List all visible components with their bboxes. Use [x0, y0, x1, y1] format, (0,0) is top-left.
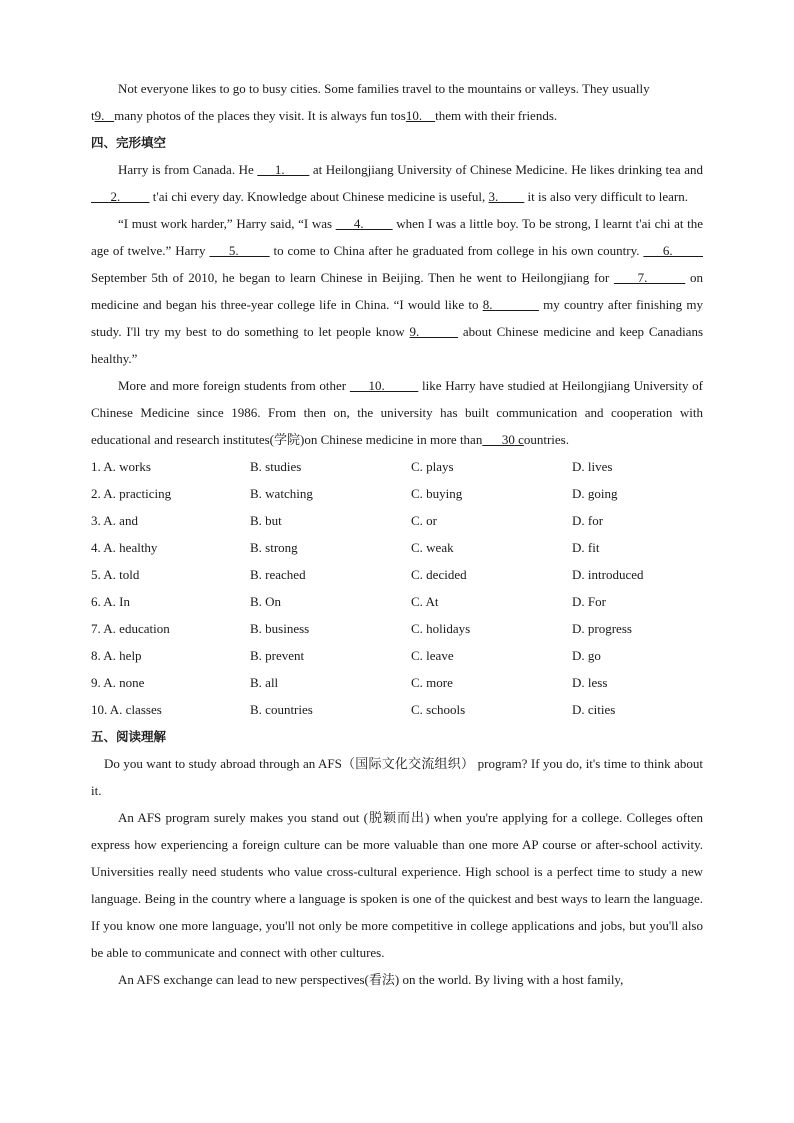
option-5-c[interactable]: C. decided [411, 567, 467, 582]
option-row-2 [91, 480, 703, 507]
underlined-number-30: 30 [482, 432, 515, 447]
option-3-c[interactable]: C. or [411, 513, 437, 528]
option-row-4 [91, 534, 703, 561]
option-9-c[interactable]: C. more [411, 675, 453, 690]
option-1-d[interactable]: D. lives [572, 459, 613, 474]
cloze-text: ountries. [523, 432, 569, 447]
cloze-text: at Heilongjiang University of Chinese Medicine. He likes drinking tea and [309, 162, 703, 177]
option-5-d[interactable]: D. introduced [572, 567, 644, 582]
option-7-b[interactable]: B. business [250, 621, 310, 636]
option-9-b[interactable]: B. all [250, 675, 279, 690]
option-7-c[interactable]: C. holidays [411, 621, 471, 636]
option-2-c[interactable]: C. buying [411, 486, 463, 501]
option-row-5 [91, 561, 703, 588]
option-row-1 [91, 453, 703, 480]
option-4-b[interactable]: B. strong [250, 540, 298, 555]
option-10-c[interactable]: C. schools [411, 702, 466, 717]
option-9-a[interactable]: 9. A. none [91, 675, 145, 690]
section-4-title: 四、完形填空 [91, 135, 167, 150]
cloze-text: like Harry have studied at Heilongjiang University of Chinese Medicine since 1986. From then on, the university has built communication and cooperation with educational and research institutes(学院)on Chinese medicine in more than [91, 378, 704, 447]
reading-tail-text: many photos of the places they visit. It is always fun tos [114, 108, 406, 123]
cloze-blank-1[interactable]: 1. [257, 162, 310, 177]
cloze-text: when I was a little boy. To be strong, I learnt t'ai chi at the age of twelve.” Harry [91, 216, 704, 258]
reading-paragraph-3: An AFS exchange can lead to new perspectives(看法) on the world. By living with a host family, [118, 972, 624, 987]
cloze-text: about Chinese medicine and keep Canadians healthy.” [91, 324, 704, 366]
section-5-title: 五、阅读理解 [91, 729, 167, 744]
option-2-a[interactable]: 2. A. practicing [91, 486, 172, 501]
option-7-a[interactable]: 7. A. education [91, 621, 170, 636]
cloze-text: “I must work harder,” Harry said, “I was [118, 216, 336, 231]
cloze-options-list [91, 453, 703, 723]
option-8-c[interactable]: C. leave [411, 648, 454, 663]
option-6-d[interactable]: D. For [572, 594, 606, 609]
reading-tail-text: t [91, 108, 95, 123]
option-1-c[interactable]: C. plays [411, 459, 454, 474]
cloze-paragraph-2 [91, 210, 703, 372]
underlined-letter-c: c [514, 432, 524, 447]
option-row-9 [91, 669, 703, 696]
cloze-paragraph-1 [91, 156, 703, 210]
worksheet-page [91, 75, 703, 993]
cloze-blank-4[interactable]: 4. [335, 216, 393, 231]
cloze-text: on medicine and began his three-year college life in China. “I would like to [91, 270, 704, 312]
cloze-text: More and more foreign students from other [118, 378, 350, 393]
option-10-a[interactable]: 10. A. classes [91, 702, 162, 717]
option-5-a[interactable]: 5. A. told [91, 567, 140, 582]
option-1-b[interactable]: B. studies [250, 459, 302, 474]
option-row-6 [91, 588, 703, 615]
option-8-b[interactable]: B. prevent [250, 648, 305, 663]
option-8-d[interactable]: D. go [572, 648, 601, 663]
option-3-a[interactable]: 3. A. and [91, 513, 138, 528]
cloze-text: it is also very difficult to learn. [524, 189, 688, 204]
option-9-d[interactable]: D. less [572, 675, 608, 690]
option-6-a[interactable]: 6. A. In [91, 594, 130, 609]
option-row-8 [91, 642, 703, 669]
cloze-blank-5[interactable]: 5. [209, 243, 270, 258]
option-3-b[interactable]: B. but [250, 513, 282, 528]
reading-tail-text: Not everyone likes to go to busy cities. Some families travel to the mountains or valleys. They usually [118, 81, 650, 96]
cloze-blank-3[interactable]: 3. [488, 189, 525, 204]
cloze-text: t'ai chi every day. Knowledge about Chinese medicine is useful, [149, 189, 489, 204]
option-4-d[interactable]: D. fit [572, 540, 600, 555]
option-2-d[interactable]: D. going [572, 486, 618, 501]
option-row-10 [91, 696, 703, 723]
option-3-d[interactable]: D. for [572, 513, 604, 528]
cloze-text: September 5th of 2010, he began to learn Chinese in Beijing. Then he went to Heilongjiang for [91, 270, 614, 285]
option-6-b[interactable]: B. On [250, 594, 282, 609]
cloze-blank-2[interactable]: 2. [91, 189, 150, 204]
cloze-blank-7[interactable]: 7. [613, 270, 686, 285]
cloze-paragraph-3 [91, 372, 703, 453]
option-1-a[interactable]: 1. A. works [91, 459, 151, 474]
answer-blank-9[interactable]: 9. [94, 108, 115, 123]
reading-tail-line1 [91, 75, 703, 102]
option-4-a[interactable]: 4. A. healthy [91, 540, 158, 555]
option-10-b[interactable]: B. countries [250, 702, 313, 717]
reading-tail-text: them with their friends. [435, 108, 558, 123]
reading-paragraph-2: An AFS program surely makes you stand out (脱颖而出) when you're applying for a college. Colleges often express how experiencing a foreign culture can be more valuable than one more AP course or after-school activity. Universities really need students who value cross-cultural experience. High school is a perfect time to study a new language. Being in the country where a language is spoken is one of the quickest and best ways to learn the language. If you know one more language, you'll not only be more competitive in college applications and jobs, but you'll also be able to communicate and connect with other cultures. [91, 810, 703, 960]
cloze-text: to come to China after he graduated from college in his own country. [269, 243, 644, 258]
option-2-b[interactable]: B. watching [250, 486, 313, 501]
cloze-text: Harry is from Canada. He [118, 162, 258, 177]
cloze-blank-8[interactable]: 8. [482, 297, 539, 312]
option-7-d[interactable]: D. progress [572, 621, 632, 636]
option-6-c[interactable]: C. At [411, 594, 439, 609]
option-5-b[interactable]: B. reached [250, 567, 306, 582]
option-row-7 [91, 615, 703, 642]
reading-tail-line2 [91, 102, 703, 129]
cloze-blank-6[interactable]: 6. [643, 243, 704, 258]
option-row-3 [91, 507, 703, 534]
cloze-blank-10[interactable]: 10. [349, 378, 419, 393]
option-10-d[interactable]: D. cities [572, 702, 616, 717]
reading-paragraph-1: Do you want to study abroad through an AFS（国际文化交流组织） program? If you do, it's time to think about it. [91, 756, 703, 798]
cloze-text: my country after finishing my study. I'll try my best to do something to let people know [91, 297, 704, 339]
option-4-c[interactable]: C. weak [411, 540, 454, 555]
cloze-blank-9[interactable]: 9. [409, 324, 459, 339]
answer-blank-10[interactable]: 10. [405, 108, 436, 123]
option-8-a[interactable]: 8. A. help [91, 648, 142, 663]
